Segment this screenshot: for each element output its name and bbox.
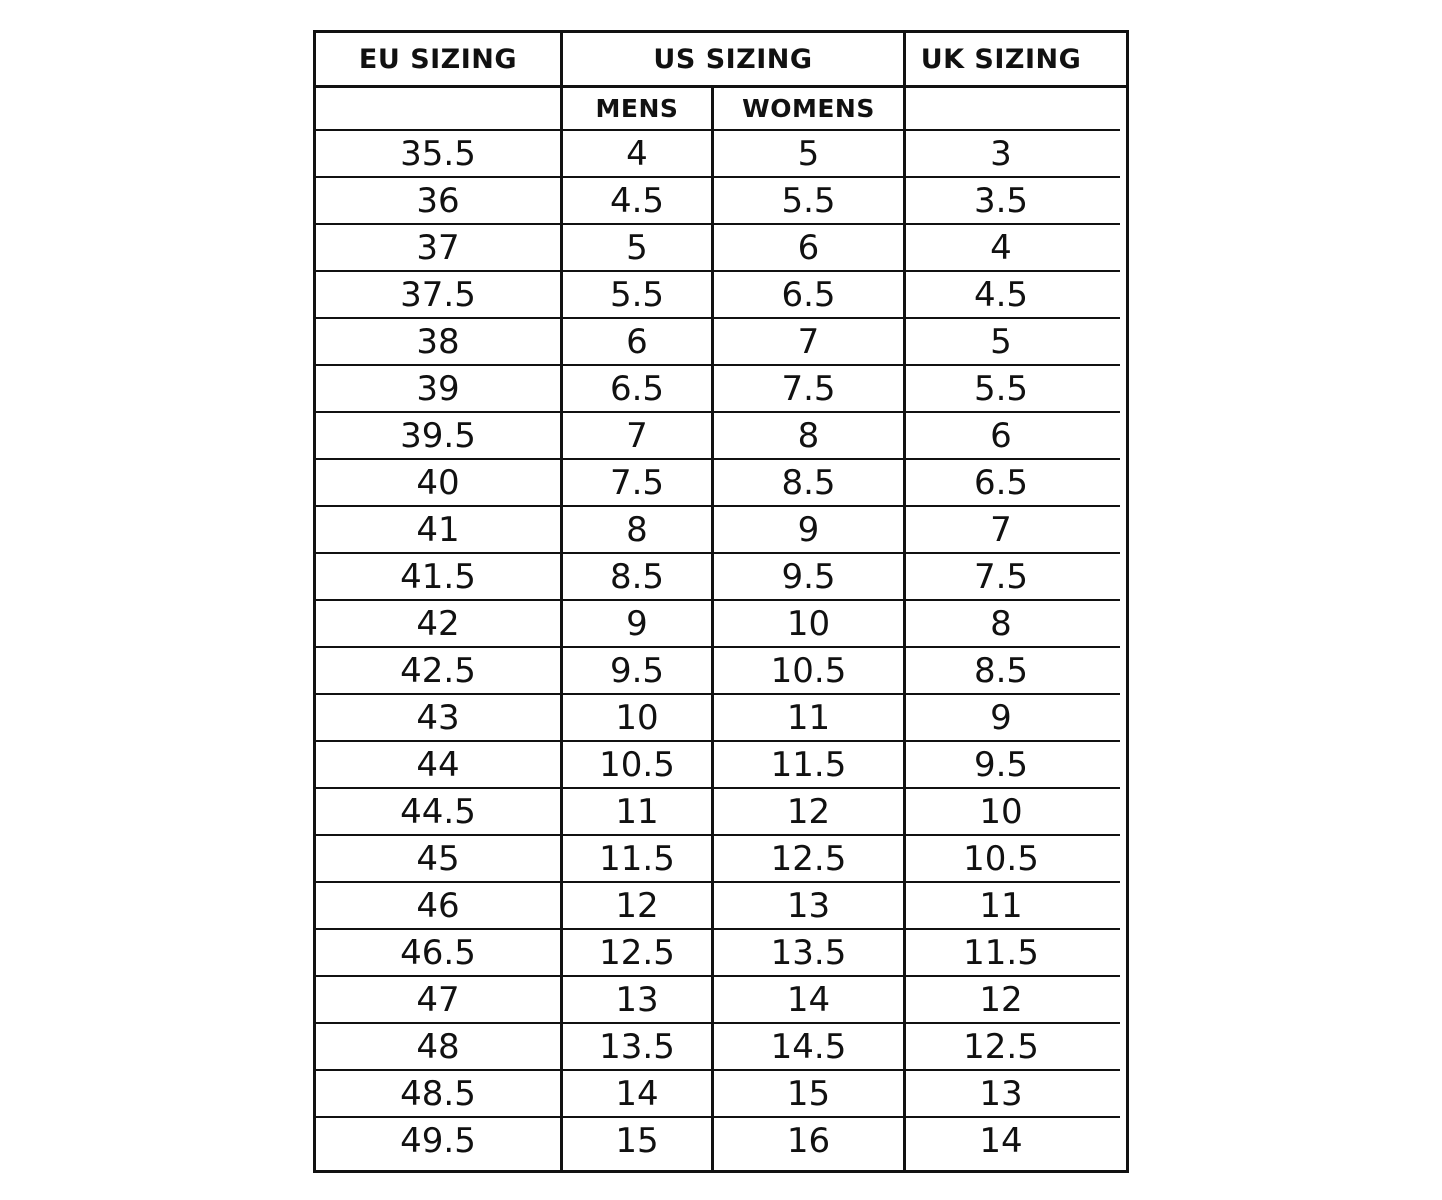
cell-us-mens: 15 [615,1120,659,1161]
cell-eu: 44.5 [400,791,476,832]
cell-eu: 45 [416,838,460,879]
cell-uk: 6.5 [973,462,1029,503]
cell-us-womens: 8 [797,415,820,456]
cell-eu: 42.5 [400,650,476,691]
cell-uk: 11.5 [963,932,1039,973]
cell-us-womens: 7 [797,321,820,362]
cell-uk: 3 [990,133,1012,174]
cell-eu: 38 [416,321,460,362]
cell-uk: 7.5 [973,556,1029,597]
cell-eu: 48 [416,1026,460,1067]
cell-us-womens: 10 [786,603,831,644]
cell-us-mens: 7.5 [609,462,665,503]
cell-uk: 6 [990,415,1012,456]
cell-uk: 7 [990,509,1012,550]
cell-uk: 9.5 [973,744,1029,785]
cell-us-womens: 9 [797,509,820,550]
cell-eu: 40 [416,462,460,503]
cell-us-mens: 10.5 [599,744,675,785]
cell-us-mens: 7 [626,415,648,456]
cell-eu: 49.5 [400,1120,476,1161]
cell-us-womens: 6.5 [781,274,836,315]
cell-us-womens: 14 [786,979,831,1020]
cell-eu: 46.5 [400,932,476,973]
cell-us-mens: 8.5 [609,556,665,597]
cell-eu: 47 [416,979,460,1020]
cell-uk: 8 [990,603,1012,644]
cell-eu: 39.5 [400,415,476,456]
cell-us-mens: 10 [615,697,659,738]
cell-uk: 5 [990,321,1012,362]
cell-eu: 39 [416,368,460,409]
cell-us-mens: 4.5 [609,180,665,221]
cell-uk: 4 [990,227,1012,268]
cell-us-womens: 13 [786,885,831,926]
cell-us-mens: 5.5 [609,274,665,315]
cell-us-womens: 10.5 [770,650,847,691]
cell-uk: 8.5 [973,650,1029,691]
cell-us-womens: 12 [786,791,831,832]
cell-us-womens: 5.5 [781,180,836,221]
subheader-mens: MENS [595,94,679,123]
cell-uk: 13 [979,1073,1023,1114]
cell-eu: 37 [416,227,460,268]
cell-eu: 41 [416,509,460,550]
cell-us-womens: 5 [797,133,820,174]
cell-eu: 46 [416,885,460,926]
cell-us-womens: 6 [797,227,820,268]
cell-us-mens: 12 [615,885,659,926]
cell-uk: 5.5 [973,368,1029,409]
cell-us-mens: 4 [626,133,648,174]
cell-us-mens: 5 [626,227,648,268]
cell-us-womens: 8.5 [781,462,836,503]
cell-us-womens: 16 [786,1120,831,1161]
cell-us-mens: 6 [626,321,648,362]
cell-us-mens: 13 [615,979,659,1020]
cell-us-womens: 11.5 [770,744,847,785]
cell-us-mens: 12.5 [599,932,675,973]
cell-uk: 10.5 [963,838,1039,879]
cell-uk: 10 [979,791,1023,832]
cell-eu: 44 [416,744,460,785]
cell-us-mens: 9 [626,603,648,644]
cell-eu: 42 [416,603,460,644]
cell-us-mens: 14 [615,1073,659,1114]
cell-us-mens: 11.5 [599,838,675,879]
cell-uk: 11 [979,885,1023,926]
cell-eu: 41.5 [400,556,476,597]
cell-uk: 4.5 [973,274,1029,315]
cell-us-womens: 14.5 [770,1026,847,1067]
cell-eu: 36 [416,180,460,221]
cell-us-womens: 13.5 [770,932,847,973]
header-uk-sizing: UK SIZING [920,43,1082,75]
cell-us-womens: 12.5 [770,838,847,879]
cell-us-mens: 9.5 [609,650,665,691]
cell-uk: 9 [990,697,1012,738]
cell-us-womens: 11 [786,697,831,738]
header-us-sizing: US SIZING [653,43,813,75]
cell-uk: 14 [979,1120,1023,1161]
subheader-womens: WOMENS [742,94,875,123]
cell-us-mens: 6.5 [609,368,665,409]
cell-eu: 43 [416,697,460,738]
cell-uk: 3.5 [973,180,1029,221]
cell-us-womens: 7.5 [781,368,836,409]
cell-us-mens: 11 [615,791,659,832]
cell-uk: 12 [979,979,1023,1020]
cell-us-womens: 15 [786,1073,831,1114]
size-chart-table [313,30,1129,1173]
cell-us-mens: 8 [626,509,648,550]
cell-uk: 12.5 [963,1026,1039,1067]
cell-us-womens: 9.5 [781,556,836,597]
header-eu-sizing: EU SIZING [358,43,518,75]
cell-eu: 37.5 [400,274,476,315]
cell-eu: 48.5 [400,1073,476,1114]
cell-us-mens: 13.5 [599,1026,675,1067]
cell-eu: 35.5 [400,133,476,174]
